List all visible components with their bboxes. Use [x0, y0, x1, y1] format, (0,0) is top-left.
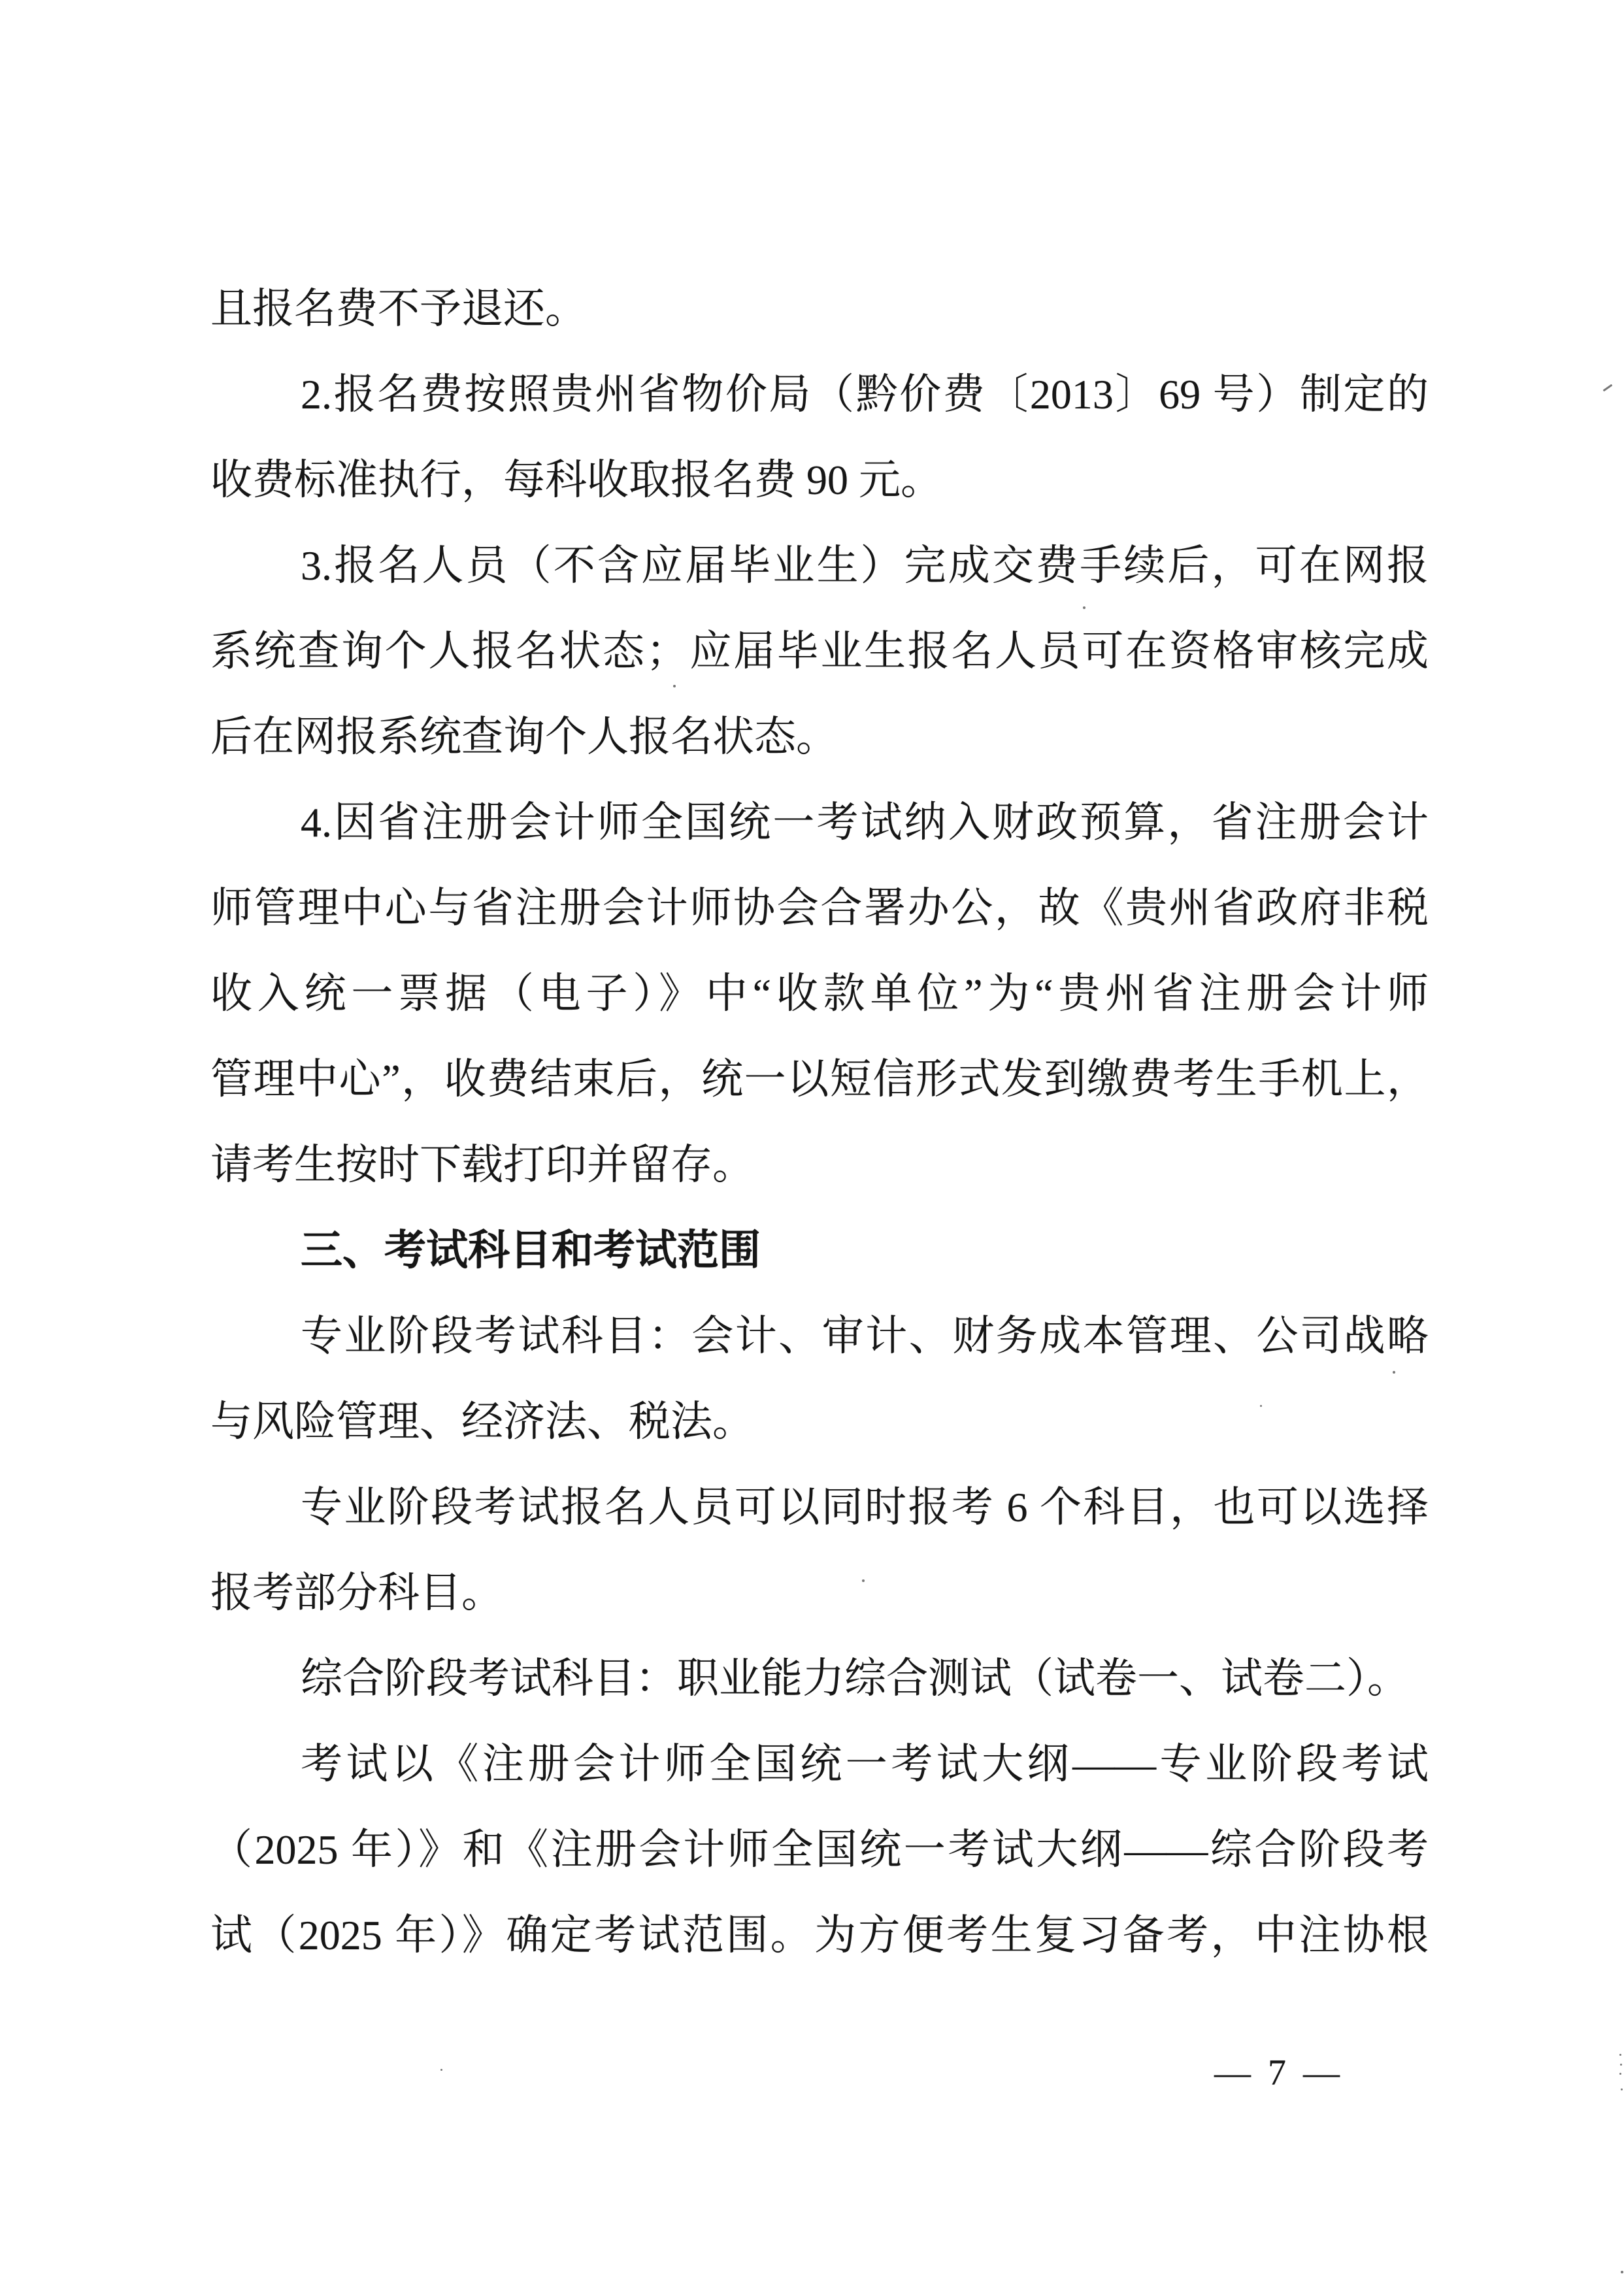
text-line: 后在网报系统查询个人报名状态。 — [210, 714, 838, 760]
page-number: — 7 — — [1214, 2053, 1344, 2093]
scan-speck — [1619, 2073, 1621, 2075]
scan-speck — [862, 1579, 865, 1582]
document-body — [210, 266, 1429, 1978]
text-line: 专业阶段考试报名人员可以同时报考 6 个科目，也可以选择 — [301, 1484, 1429, 1530]
text-line: 试（2025 年）》确定考试范围。为方便考生复习备考，中注协根 — [210, 1912, 1429, 1958]
text-line: 请考生按时下载打印并留存。 — [210, 1142, 754, 1188]
text-line: （2025 年）》和《注册会计师全国统一考试大纲——综合阶段考 — [210, 1826, 1429, 1873]
text-line: 收入统一票据（电子）》中“收款单位”为“贵州省注册会计师 — [210, 970, 1429, 1017]
text-line: 4.因省注册会计师全国统一考试纳入财政预算，省注册会计 — [301, 799, 1429, 846]
scan-speck — [1620, 2064, 1622, 2066]
text-line: 综合阶段考试科目：职业能力综合测试（试卷一、试卷二）。 — [301, 1655, 1409, 1702]
text-line: 考试以《注册会计师全国统一考试大纲——专业阶段考试 — [301, 1741, 1429, 1787]
text-line: 且报名费不予退还。 — [210, 286, 587, 332]
text-line: 师管理中心与省注册会计师协会合署办公，故《贵州省政府非税 — [210, 885, 1429, 931]
text-line: 2.报名费按照贵州省物价局（黔价费〔2013〕69 号）制定的 — [301, 371, 1429, 418]
text-line: 与风险管理、经济法、税法。 — [210, 1398, 754, 1445]
scan-speck — [1621, 2271, 1623, 2273]
text-line: 系统查询个人报名状态；应届毕业生报名人员可在资格审核完成 — [210, 628, 1429, 674]
scan-speck — [1603, 384, 1613, 392]
scan-speck — [440, 2069, 442, 2071]
section-heading: 三、考试科目和考试范围 — [301, 1227, 761, 1274]
text-line: 专业阶段考试科目：会计、审计、财务成本管理、公司战略 — [301, 1313, 1429, 1359]
scan-speck — [1393, 1371, 1395, 1374]
scan-speck — [1260, 1405, 1262, 1407]
scan-speck — [1621, 2088, 1623, 2090]
text-line: 3.报名人员（不含应届毕业生）完成交费手续后，可在网报 — [301, 542, 1429, 589]
text-line: 报考部分科目。 — [210, 1570, 503, 1616]
scan-speck — [1619, 2054, 1621, 2056]
text-line: 收费标准执行，每科收取报名费 90 元。 — [210, 457, 942, 503]
scan-speck — [673, 685, 676, 687]
text-line: 管理中心”，收费结束后，统一以短信形式发到缴费考生手机上， — [210, 1056, 1429, 1102]
scan-speck — [1083, 606, 1085, 609]
